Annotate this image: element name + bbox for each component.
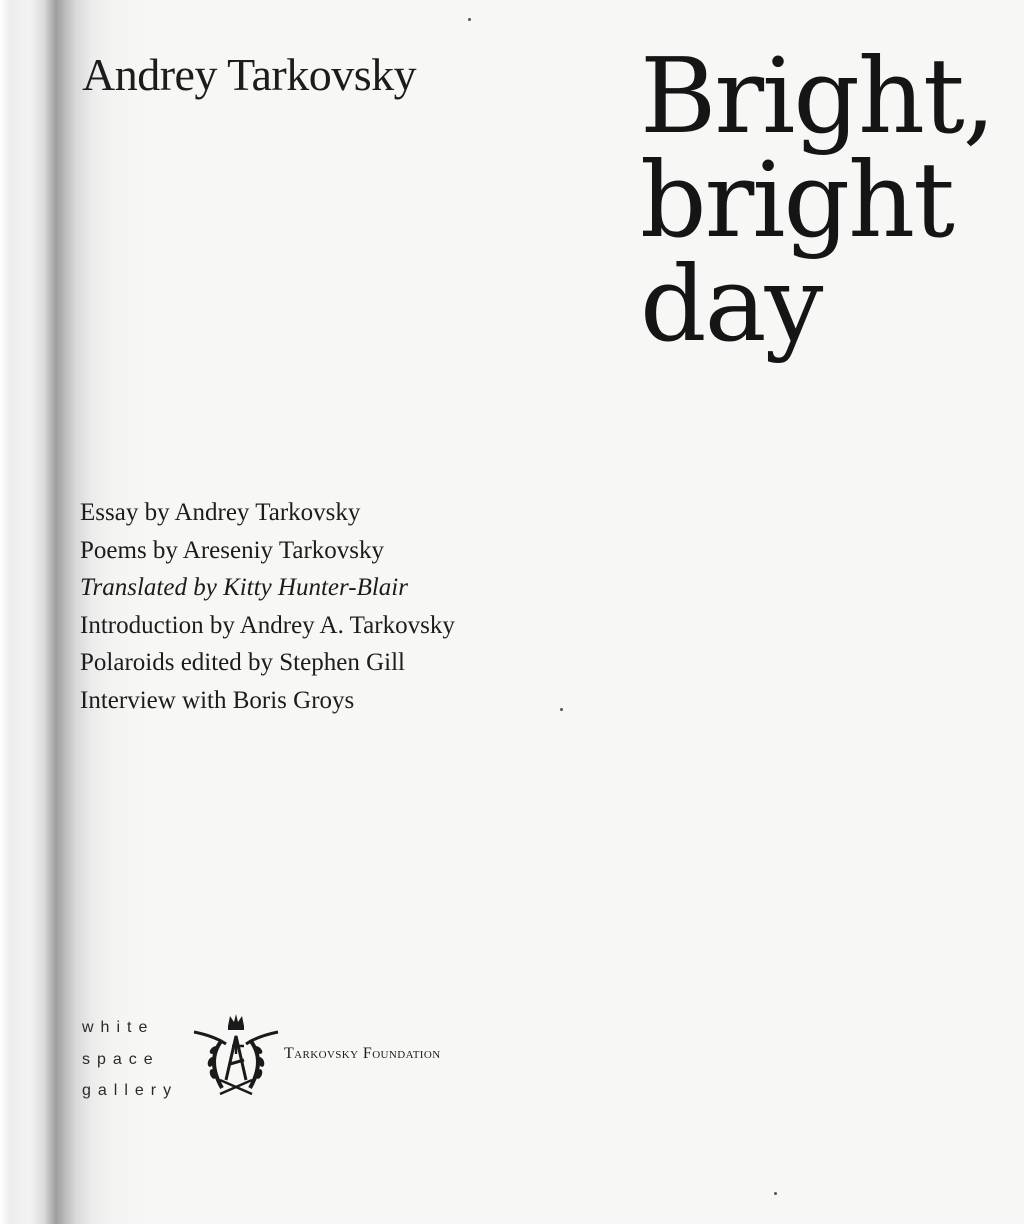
title-line-2: bright [640,139,953,261]
credit-essay: Essay by Andrey Tarkovsky [80,499,361,526]
publisher-line-1: white [82,1019,155,1036]
publisher-line-2: space [82,1050,160,1068]
foundation-name: Tarkovsky Foundation [284,1045,441,1062]
credit-introduction: Introduction by Andrey A. Tarkovsky [80,611,455,639]
publisher-logo [82,1012,178,1107]
book-title [640,35,994,365]
publisher-line-3: gallery [82,1082,179,1099]
paper-speck [560,708,563,711]
crest-emblem-icon [192,1010,280,1098]
title-line-3: day [640,243,822,365]
credit-translator: Translated by Kitty Hunter-Blair [80,574,408,601]
credits-list [80,494,455,719]
title-line-1: Bright, [640,35,994,157]
credit-poems: Poems by Areseniy Tarkovsky [80,536,385,564]
credit-interview: Interview with Boris Groys [80,686,355,714]
paper-speck [774,1192,777,1195]
author-name: Andrey Tarkovsky [82,49,417,100]
paper-speck [468,18,471,21]
credit-polaroids: Polaroids edited by Stephen Gill [80,649,405,676]
